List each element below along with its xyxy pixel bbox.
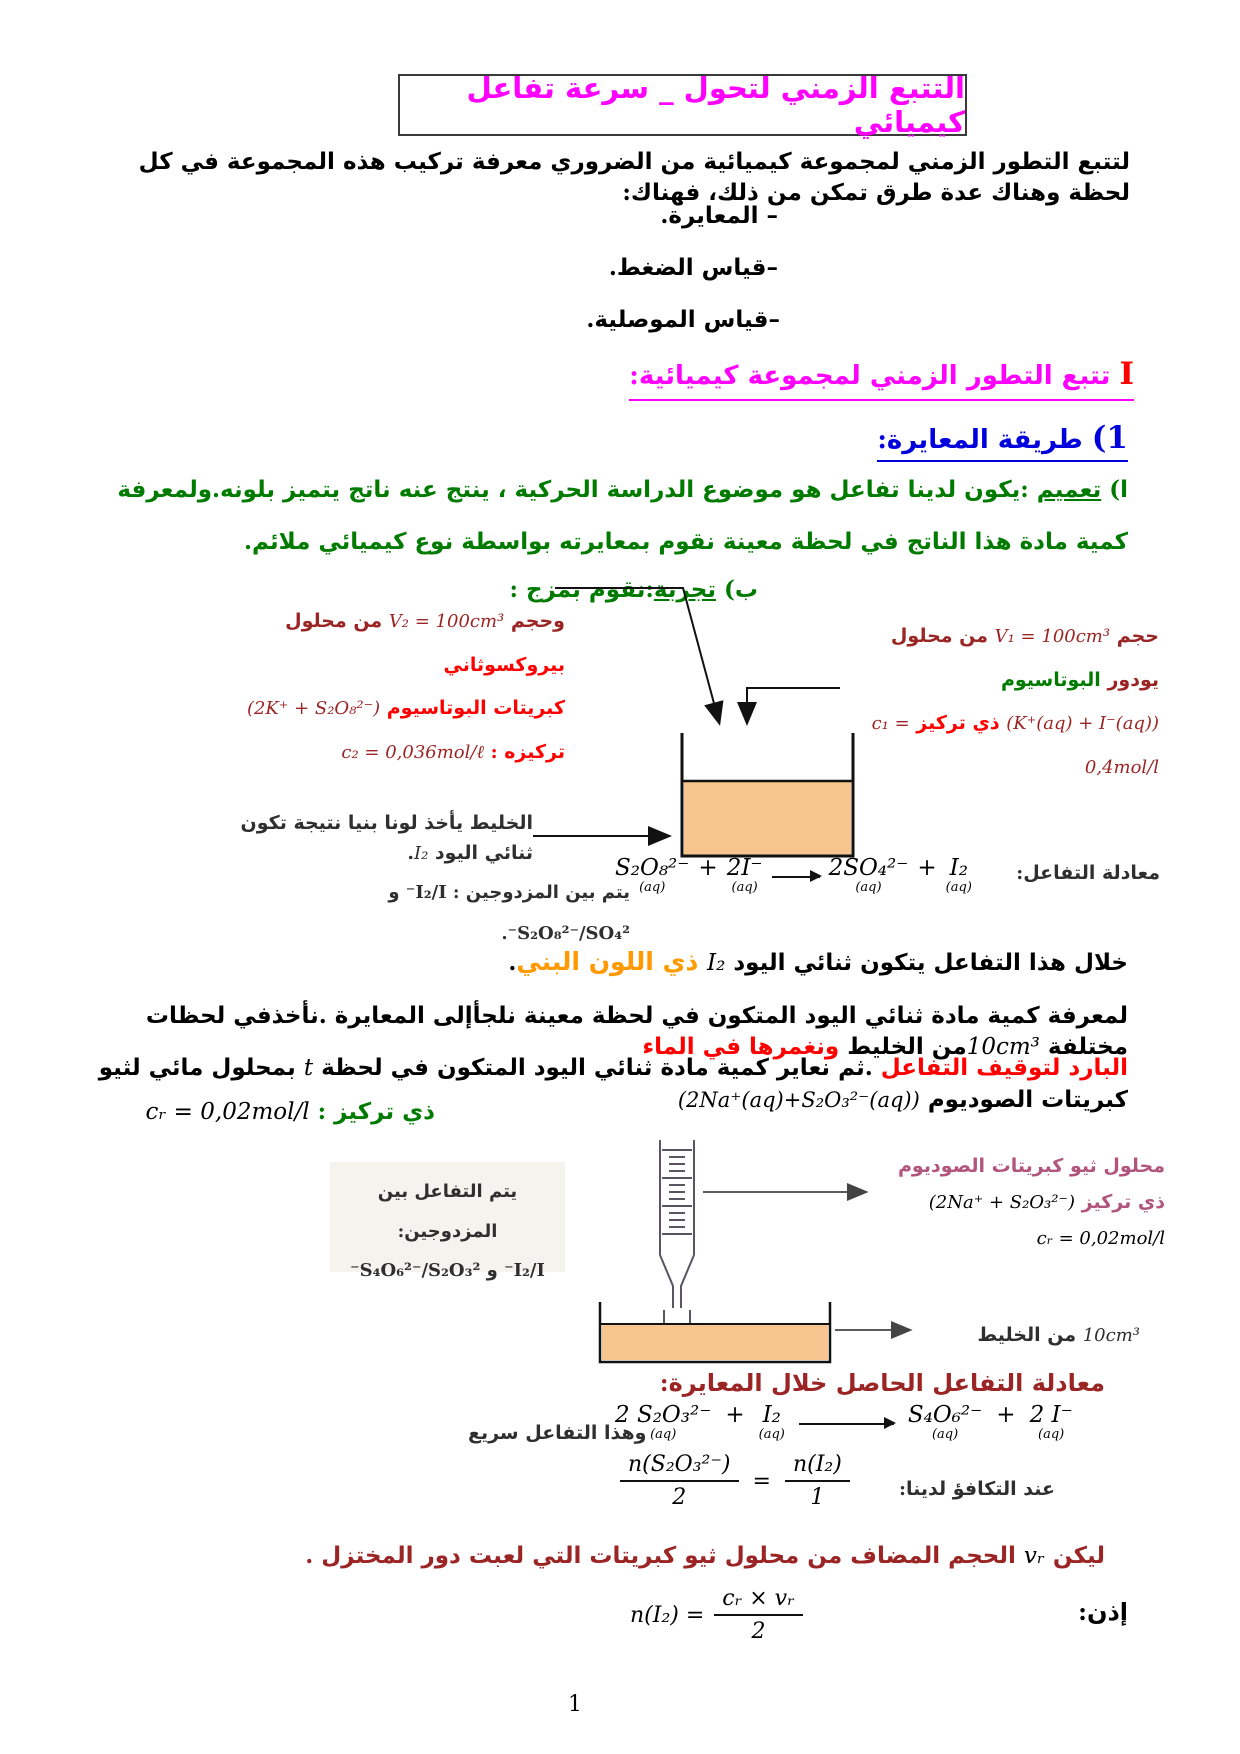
- reaction-arrow-icon: [772, 855, 820, 881]
- titration-line2-mid: بمحلول مائي لثيو كبريتات الصوديوم: [98, 1054, 1128, 1114]
- solution1-conc-label: ذي تركيز: [909, 712, 1007, 735]
- plus-operator: +: [698, 855, 718, 881]
- vr-definition-line: [105, 1540, 1105, 1572]
- mole-ratio-fraction: $\frac{\text{n(S₂O₃²⁻)}}{2}$: [620, 1452, 739, 1510]
- pour-arrow-right-icon: [747, 688, 840, 722]
- section-1-heading: [629, 356, 1134, 401]
- page-number: 1: [568, 1692, 582, 1717]
- generalization-prefix: ا): [1101, 476, 1128, 503]
- moles-iodine-fraction: $\frac{\text{cᵣ × vᵣ}}{2}$: [714, 1586, 802, 1644]
- titration-equation: [615, 1402, 1073, 1441]
- method-item-titration: – المعايرة.: [660, 202, 778, 229]
- vr-symbol: vᵣ: [1023, 1543, 1045, 1569]
- solution2-conc-value: c₂ = 0,036mol/ℓ: [341, 742, 484, 764]
- intro-paragraph: لتتبع التطور الزمني لمجموعة كيميائية من الضروري معرفة تركيب هذه المجموعة في كل لحظة وهناك عدة طرق تمكن من ذلك، فهناك:: [138, 148, 1130, 207]
- experiment-keyword: تجربة: [653, 576, 716, 603]
- conclusion-label: إذن:: [1078, 1597, 1128, 1626]
- titration-line1-mid: من الخليط: [839, 1033, 967, 1061]
- mole-ratio-fraction: $\frac{\text{n(I₂)}}{1}$: [785, 1452, 850, 1510]
- fast-reaction-note: وهذا التفاعل سريع: [468, 1422, 647, 1444]
- generalization-keyword: تعميم: [1036, 476, 1102, 503]
- species-term: S₄O₆²⁻ (aq): [907, 1402, 983, 1442]
- burette-solution-label: [865, 1148, 1165, 1256]
- mixing-experiment-diagram: [85, 560, 1160, 945]
- solution1-name: البوتاسيوم: [1000, 668, 1101, 691]
- solution2-label: [245, 600, 565, 775]
- plus-operator: +: [917, 855, 937, 881]
- titration-beaker-liquid: [602, 1324, 828, 1360]
- section-1-numeral: I: [1119, 356, 1134, 392]
- solution2-volume-value: V₂ = 100cm³: [388, 611, 505, 632]
- solution1-label: [837, 615, 1159, 790]
- burette-solution-name: محلول ثيو كبريتات الصوديوم: [897, 1155, 1165, 1177]
- brown-color-highlight: ذي اللون البني: [516, 947, 708, 976]
- solution1-volume-value: V₁ = 100cm³: [994, 626, 1111, 647]
- plus-operator: +: [996, 1402, 1016, 1428]
- burette-solution-formula: (2Na⁺ + S₂O₃²⁻): [928, 1192, 1076, 1214]
- solution2-name1: بيروكسوثاني: [443, 653, 565, 676]
- burette: [660, 1140, 694, 1327]
- section-1-title: تتبع التطور الزمني لمجموعة كيميائية:: [629, 361, 1120, 391]
- equivalence-label: عند التكافؤ لدينا:: [898, 1478, 1055, 1500]
- burette-solution-conc-label: ذي تركيز: [1075, 1191, 1165, 1214]
- subsection-1-title: طريقة المعايرة:: [877, 425, 1092, 455]
- burette-solution-conc-value: cᵣ = 0,02mol/l: [1036, 1228, 1165, 1250]
- conclusion-formula: [630, 1586, 803, 1644]
- titration-equation-heading: معادلة التفاعل الحاصل خلال المعايرة:: [659, 1368, 1105, 1397]
- solution2-conc-label: تركيزه :: [483, 741, 565, 764]
- vr-post: الحجم المضاف من محلول ثيو كبريتات التي لعبت دور المختزل .: [305, 1542, 1024, 1569]
- subsection-1-numeral: 1): [1091, 420, 1128, 456]
- page-title: التتبع الزمني لتحول _ سرعة تفاعل كيميائي: [466, 71, 965, 139]
- titration-line1-text: لمعرفة كمية مادة ثنائي اليود المتكون في لحظة معينة نلجأإلى المعايرة .نأخذفي لحظات مختلفة: [145, 1002, 1128, 1061]
- iodine-color-period: .: [508, 949, 517, 976]
- reaction-equation: [615, 855, 972, 894]
- titration-couples-list: I₂/I⁻ و S₄O₆²⁻/S₂O₃²⁻: [350, 1260, 545, 1282]
- mixture-note: [233, 808, 533, 869]
- reaction-arrow-icon: [799, 1402, 894, 1428]
- solution1-formula: (K⁺(aq) + I⁻(aq)): [1006, 713, 1159, 735]
- iodine-color-pre: خلال هذا التفاعل يتكون ثنائي اليود: [725, 949, 1128, 976]
- immersion-highlight: ونغمرها في الماء: [642, 1033, 840, 1061]
- titration-setup-diagram: [85, 1140, 1165, 1375]
- reaction-equation-label: معادلة التفاعل:: [1016, 862, 1160, 884]
- concentration-label: ذي تركيز :: [309, 1098, 435, 1125]
- generalization-text: :يكون لدينا تفاعل هو موضوع الدراسة الحركية ، ينتج عنه ناتج يتميز بلونه.ولمعرفة: [117, 476, 1037, 503]
- method-item-pressure: –قياس الضغط.: [608, 254, 778, 281]
- iodine-symbol: I₂: [413, 843, 429, 865]
- method-item-conductivity: –قياس الموصلية.: [586, 306, 780, 333]
- species-term: 2 I⁻ (aq): [1029, 1402, 1073, 1442]
- mixture-note-text: الخليط يأخذ لونا بنيا نتيجة تكون ثنائي اليود: [240, 812, 533, 865]
- iodine-symbol: I₂: [707, 950, 726, 976]
- generalization-line1: [78, 474, 1128, 505]
- thiosulfate-formula: (2Na⁺(aq)+S₂O₃²⁻(aq)): [677, 1088, 920, 1113]
- solution1-conc-value: c₁ = 0,4mol/l: [871, 713, 1159, 779]
- beaker-content-label: [920, 1314, 1140, 1358]
- species-term: S₂O₈²⁻ (aq): [615, 855, 690, 895]
- beaker-volume-value: 10cm³: [1082, 1325, 1140, 1346]
- beaker-liquid: [684, 781, 851, 855]
- redox-couples-note: يتم بين المزدوجين : I₂/I⁻ و S₂O₈²⁻/SO₄²⁻.: [388, 882, 630, 945]
- titration-line2-text: .ثم نعاير كمية مادة ثنائي اليود المتكون في لحظة: [313, 1054, 881, 1081]
- vr-pre: ليكن: [1044, 1542, 1105, 1569]
- species-term: 2I⁻ (aq): [726, 855, 763, 895]
- experiment-prefix: ب): [715, 576, 758, 603]
- time-symbol: t: [303, 1055, 314, 1081]
- solution2-volume-pre: وحجم: [504, 610, 565, 632]
- experiment-text: :نقوم بمزج :: [509, 576, 654, 603]
- sample-volume-value: 10cm³: [966, 1034, 1040, 1061]
- equals-sign: =: [752, 1468, 771, 1494]
- generalization-line2: كمية مادة هذا الناتج في لحظة معينة نقوم بمعايرته بواسطة نوع كيميائي ملائم.: [243, 528, 1128, 555]
- title-box: [398, 71, 967, 139]
- pour-arrow-left-icon: [555, 588, 719, 722]
- species-term: I₂ (aq): [758, 1402, 785, 1442]
- titration-couples-title: يتم التفاعل بين المزدوجين:: [377, 1181, 518, 1242]
- moles-iodine-lhs: n(I₂) =: [630, 1602, 705, 1628]
- solution2-formula: (2K⁺ + S₂O₈²⁻): [246, 698, 381, 720]
- solution1-volume-mid: من محلول يودور: [890, 625, 1159, 691]
- species-term: 2 S₂O₃²⁻ (aq): [615, 1402, 712, 1442]
- quench-highlight: البارد لتوقيف التفاعل: [880, 1054, 1128, 1081]
- titrant-concentration-line: [95, 1096, 435, 1128]
- equivalence-relation: [620, 1452, 850, 1510]
- species-term: I₂ (aq): [945, 855, 972, 895]
- species-term: 2SO₄²⁻ (aq): [828, 855, 909, 895]
- concentration-value: cᵣ = 0,02mol/l: [145, 1099, 310, 1125]
- solution1-volume-pre: حجم: [1110, 625, 1159, 647]
- beaker-content-text: من الخليط: [977, 1324, 1083, 1346]
- plus-operator: +: [725, 1402, 745, 1428]
- mixture-note-period: .: [407, 842, 414, 865]
- titration-couples-box: [330, 1162, 565, 1282]
- solution2-volume-mid: من محلول: [285, 610, 389, 632]
- solution2-name2: كبريتات البوتاسيوم: [380, 697, 565, 720]
- subsection-1-heading: [877, 420, 1128, 462]
